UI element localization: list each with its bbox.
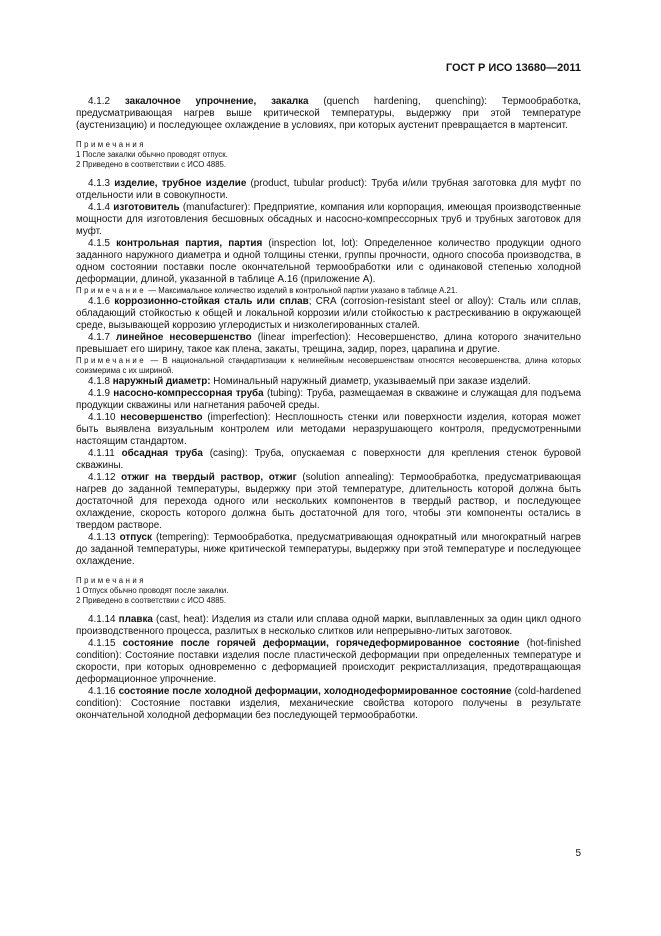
clause-number: 4.1.2: [88, 96, 110, 107]
definition-text: (manufacturer): Предприятие, компания или корпорация, имеющая производственные мощности для изготовления бесшовных обсадных и насосно-компрессорных труб и трубных заготовок для муфт.: [76, 202, 581, 237]
defined-term: контрольная партия, партия: [116, 238, 263, 249]
defined-term: изготовитель: [113, 202, 180, 213]
clause-number: 4.1.10: [88, 412, 116, 423]
definition-text: (casing): Труба, опускаемая с поверхности для крепления стенок буровой скважины.: [76, 448, 581, 471]
definition-paragraph: [76, 472, 581, 532]
defined-term: наружный диаметр:: [112, 376, 211, 387]
clause-number: 4.1.12: [88, 472, 116, 483]
clause-number: 4.1.7: [88, 332, 110, 343]
clause-number: 4.1.15: [88, 638, 116, 649]
definition-text: ; CRA (corrosion-resistant steel or alloy): Сталь или сплав, обладающий стойкостью к общей и локальной коррозии и/или стойкостью к растрескиванию в окружающей среде, вызывающей коррозию углеродистых и низколегированных сталей.: [76, 296, 582, 331]
clause-number: 4.1.4: [88, 202, 110, 213]
clause-number: 4.1.6: [88, 296, 110, 307]
clause-number: 4.1.3: [88, 178, 110, 189]
definition-paragraph: [76, 614, 581, 638]
defined-term: состояние после горячей деформации, горячедеформированное состояние: [122, 638, 520, 649]
definition-text: (cold-hardened condition): Состояние поставки изделия, механические свойства которого получены в результате окончательной холодной деформации без последующей термообработки.: [76, 686, 582, 721]
note-text: — В национальной стандартизации к нелинейным несовершенствам относятся несовершенства, длина которых соизмерима с их шириной.: [76, 356, 581, 375]
defined-term: изделие, трубное изделие: [114, 178, 247, 189]
definition-paragraph: [76, 202, 581, 238]
note-label: Примечание: [76, 356, 147, 365]
defined-term: насосно-компрессорная труба: [113, 388, 264, 399]
definition-paragraph: [76, 686, 581, 722]
note-item: 1 После закалки обычно проводят отпуск.: [76, 150, 228, 159]
definition-text: (tempering): Термообработка, предусматривающая однократный или многократный нагрев до заданной температуры, ниже критической температуры, выдержку при этой температуре и последующее охлаждение.: [76, 532, 581, 567]
note-text: — Максимальное количество изделий в контрольной партии указано в таблице А.21.: [146, 286, 458, 295]
definition-paragraph: [76, 178, 581, 202]
defined-term: несовершенство: [120, 412, 203, 423]
document-header: ГОСТ Р ИСО 13680—2011: [445, 62, 581, 74]
definition-text: (imperfection): Несплошность стенки или поверхности изделия, которая может быть выявлена визуальным контролем или методами неразрушающего контроля, предусмотренными настоящим стандартом.: [76, 412, 581, 447]
note-item: 2 Приведено в соответствии с ИСО 4885.: [76, 596, 227, 605]
definition-text: (inspection lot, lot): Определенное количество продукции одного заданного наружного диаметра и одной толщины стенки, группы прочности, одного способа производства, в одном состоянии поставки после окончательной термообработки или с одинаковой степенью холодной деформации, длиной, указанной в таблице А.16 (приложение А).: [76, 238, 581, 285]
defined-term: плавка: [118, 614, 153, 625]
note-label: Примечание: [76, 286, 147, 295]
definition-text: (tubing): Труба, размещаемая в скважине и служащая для подъема продукции скважины или нагнетания рабочей среды.: [76, 388, 581, 411]
definition-text: Номинальный наружный диаметр, указываемый при заказе изделий.: [210, 376, 531, 387]
definition-paragraph: [76, 638, 581, 686]
defined-term: состояние после холодной деформации, холоднодеформированное состояние: [118, 686, 512, 697]
inline-note: [76, 286, 581, 296]
definition-paragraph: [76, 332, 581, 356]
defined-term: обсадная труба: [121, 448, 203, 459]
defined-term: закалочное упрочнение, закалка: [124, 96, 309, 107]
definition-paragraph: [76, 96, 581, 132]
page-number: 5: [575, 848, 581, 859]
definition-text: (hot-finished condition): Состояние поставки изделия после пластической деформации при определенных температуре и скорости, при которых одновременно с деформацией происходит рекристаллизация, предотвращающая деформационное упрочнение.: [76, 638, 581, 685]
clause-number: 4.1.13: [88, 532, 116, 543]
defined-term: линейное несовершенство: [116, 332, 252, 343]
clause-number: 4.1.14: [88, 614, 116, 625]
definition-text: (product, tubular product): Труба и/или трубная заготовка для муфт по отдельности или в совокупности.: [76, 178, 582, 201]
clause-number: 4.1.5: [88, 238, 110, 249]
note-item: 1 Отпуск обычно проводят после закалки.: [76, 586, 229, 595]
notes-label: Примечания: [76, 576, 147, 585]
definition-text: (quench hardening, quenching): Термообработка, предусматривающая нагрев выше критической температуры, выдержку при этой температуре (аустенизацию) и последующее охлаждение в условиях, при которых аустенит превращается в мартенсит.: [76, 96, 581, 131]
notes-block: [76, 576, 581, 606]
definition-paragraph: [76, 376, 581, 388]
notes-block: [76, 140, 581, 170]
definition-paragraph: [76, 532, 581, 568]
clause-number: 4.1.8: [88, 376, 110, 387]
note-item: 2 Приведено в соответствии с ИСО 4885.: [76, 160, 227, 169]
defined-term: отжиг на твердый раствор, отжиг: [121, 472, 297, 483]
defined-term: отпуск: [119, 532, 152, 543]
clause-number: 4.1.16: [88, 686, 116, 697]
document-body: [76, 96, 581, 722]
definition-paragraph: [76, 448, 581, 472]
definition-paragraph: [76, 296, 581, 332]
inline-note: [76, 356, 581, 376]
defined-term: коррозионно-стойкая сталь или сплав: [114, 296, 309, 307]
definition-text: (solution annealing): Термообработка, предусматривающая нагрев до заданной температуры, выдержку при этой температуре, длительность которой должна быть достаточной для перехода одного или нескольких компонентов в твердый раствор, и последующее охлаждение, скорость которого должна быть достаточной для того, чтобы эти компоненты остались в твердом растворе.: [76, 472, 582, 531]
clause-number: 4.1.11: [88, 448, 115, 459]
definition-paragraph: [76, 238, 581, 286]
definition-text: (linear imperfection): Несовершенство, длина которого значительно превышает его ширину, такое как плена, закаты, трещина, задир, порез, царапина и другие.: [76, 332, 581, 355]
definition-paragraph: [76, 412, 581, 448]
definition-paragraph: [76, 388, 581, 412]
notes-label: Примечания: [76, 140, 147, 149]
clause-number: 4.1.9: [88, 388, 110, 399]
definition-text: (cast, heat): Изделия из стали или сплава одной марки, выплавленных за один цикл одного производственного процесса, разлитых в несколько слитков или непрерывно-литых заготовок.: [76, 614, 581, 637]
